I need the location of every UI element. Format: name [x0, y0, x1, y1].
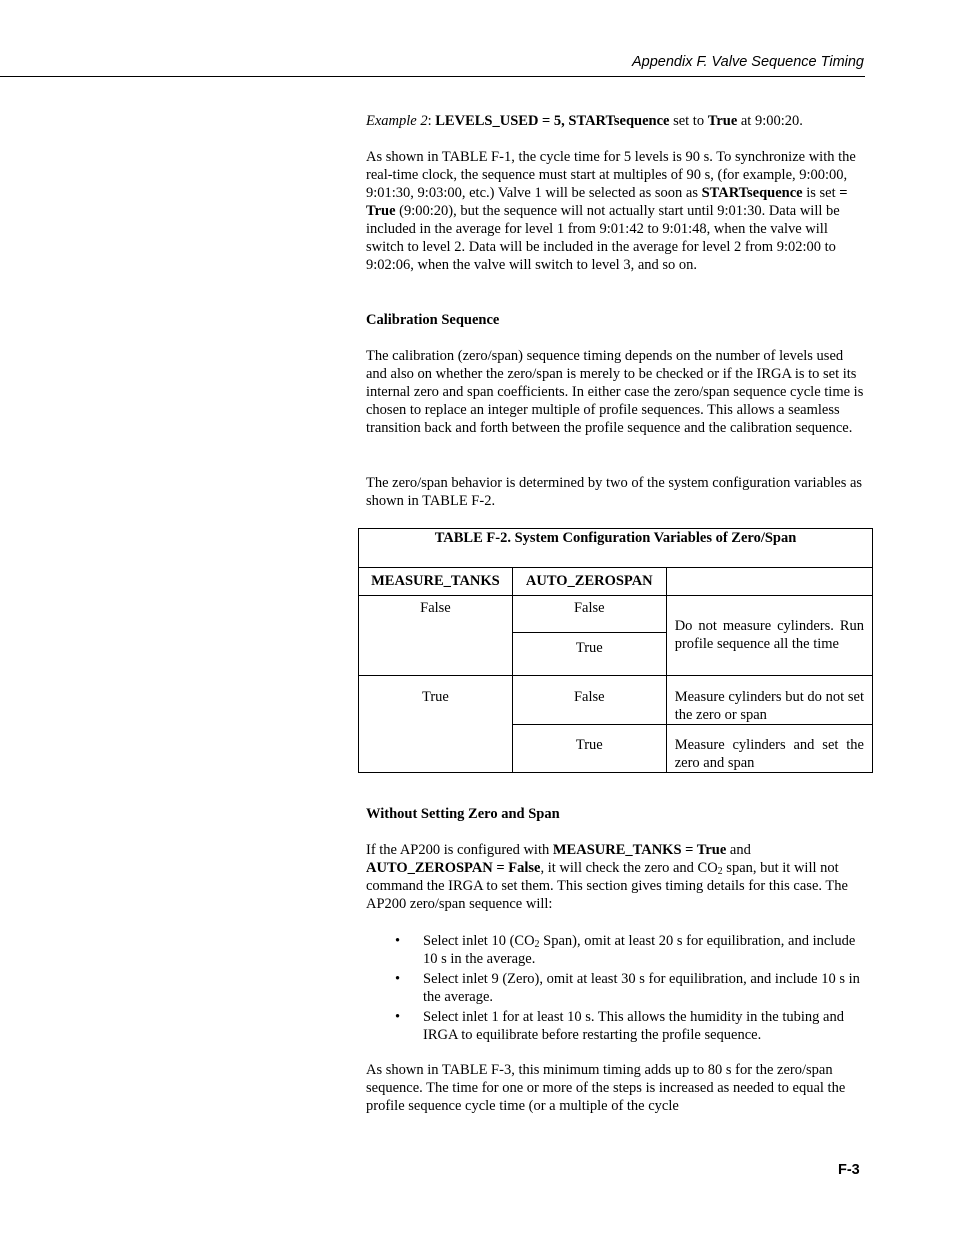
heading-calibration-sequence: Calibration Sequence: [366, 312, 500, 328]
list-item: • Select inlet 10 ($CO_2$ Span), omit at least 20 s for equilibration, and include 10 s in the average.: [395, 933, 856, 967]
minimum-timing-paragraph: As shown in TABLE F-3, this minimum timing adds up to 80 s for the zero/span sequence. The time for one or more of the steps is increased as needed to equal the profile sequence cycle time (or a multiple of the cycle: [366, 1062, 846, 1114]
table-cell: False: [512, 596, 666, 633]
table-cell: Measure cylinders but do not set the zero or span: [666, 676, 872, 725]
bullet-icon: •: [395, 1009, 401, 1025]
zero-span-behavior-paragraph: The zero/span behavior is determined by two of the system configuration variables as shown in TABLE F-2.: [366, 475, 863, 509]
list-item: • Select inlet 9 (Zero), omit at least 30 s for equilibration, and include 10 s in the average.: [395, 971, 860, 1005]
table-caption: TABLE F-2. System Configuration Variables of Zero/Span: [359, 529, 873, 568]
bullet-icon: •: [395, 971, 401, 987]
table-f2: [358, 528, 873, 773]
bullet-icon: •: [395, 933, 401, 949]
table-header-measure-tanks: MEASURE_TANKS: [359, 568, 513, 596]
table-cell: False: [512, 676, 666, 725]
levels-used-setting: LEVELS_USED = 5, STARTsequence: [435, 113, 670, 129]
header-rule: [0, 76, 865, 77]
list-item: • Select inlet 1 for at least 10 s. This allows the humidity in the tubing and IRGA to equilibrate before restarting the profile sequence.: [395, 1009, 844, 1043]
calibration-paragraph: The calibration (zero/span) sequence timing depends on the number of levels used and also on whether the zero/span is merely to be checked or if the IRGA is to set its internal zero and span coefficients. In either case the zero/span sequence cycle time is chosen to replace an integer multiple of profile sequences. This allows a seamless transition back and forth between the profile sequence and the calibration sequence.: [366, 348, 864, 436]
cycle-time-paragraph: As shown in TABLE F-1, the cycle time for 5 levels is 90 s. To synchronize with the real-time clock, the sequence must start at multiples of 90 s, (for example, 9:00:00, 9:01:30, 9:03:00, etc.) Valve 1 will be selected as soon as STARTsequence is set = True (9:00:20), but the sequence will not actually start until 9:01:30. Data will be included in the average for level 1 from 9:01:42 to 9:01:48, when the valve will switch to level 2. Data will be included in the average for level 2 from 9:02:00 to 9:02:06, when the valve will switch to level 3, and so on.: [366, 149, 856, 273]
table-header-auto-zerospan: AUTO_ZEROSPAN: [512, 568, 666, 596]
example-label: Example 2: [366, 113, 428, 129]
table-header-blank: [666, 568, 872, 596]
table-cell: Do not measure cylinders. Run profile sequence all the time: [666, 596, 872, 676]
running-header: Appendix F. Valve Sequence Timing: [631, 54, 864, 70]
sequence-steps-list: [366, 932, 866, 1046]
table-cell: True: [512, 725, 666, 773]
table-cell: True: [512, 633, 666, 676]
table-cell: True: [359, 676, 513, 773]
heading-without-setting-zero-span: Without Setting Zero and Span: [366, 806, 560, 822]
table-cell: False: [359, 596, 513, 676]
page-number: F-3: [838, 1162, 860, 1178]
example-2-paragraph: Example 2: LEVELS_USED = 5, STARTsequence set to True at 9:00:20.: [366, 113, 803, 129]
ap200-config-paragraph: If the AP200 is configured with MEASURE_TANKS = True and AUTO_ZEROSPAN = False, it will check the zero and $CO_2$ span, but it will not command the IRGA to set them. This section gives timing details for this case. The AP200 zero/span sequence will:: [366, 842, 848, 912]
table-cell: Measure cylinders and set the zero and span: [666, 725, 872, 773]
